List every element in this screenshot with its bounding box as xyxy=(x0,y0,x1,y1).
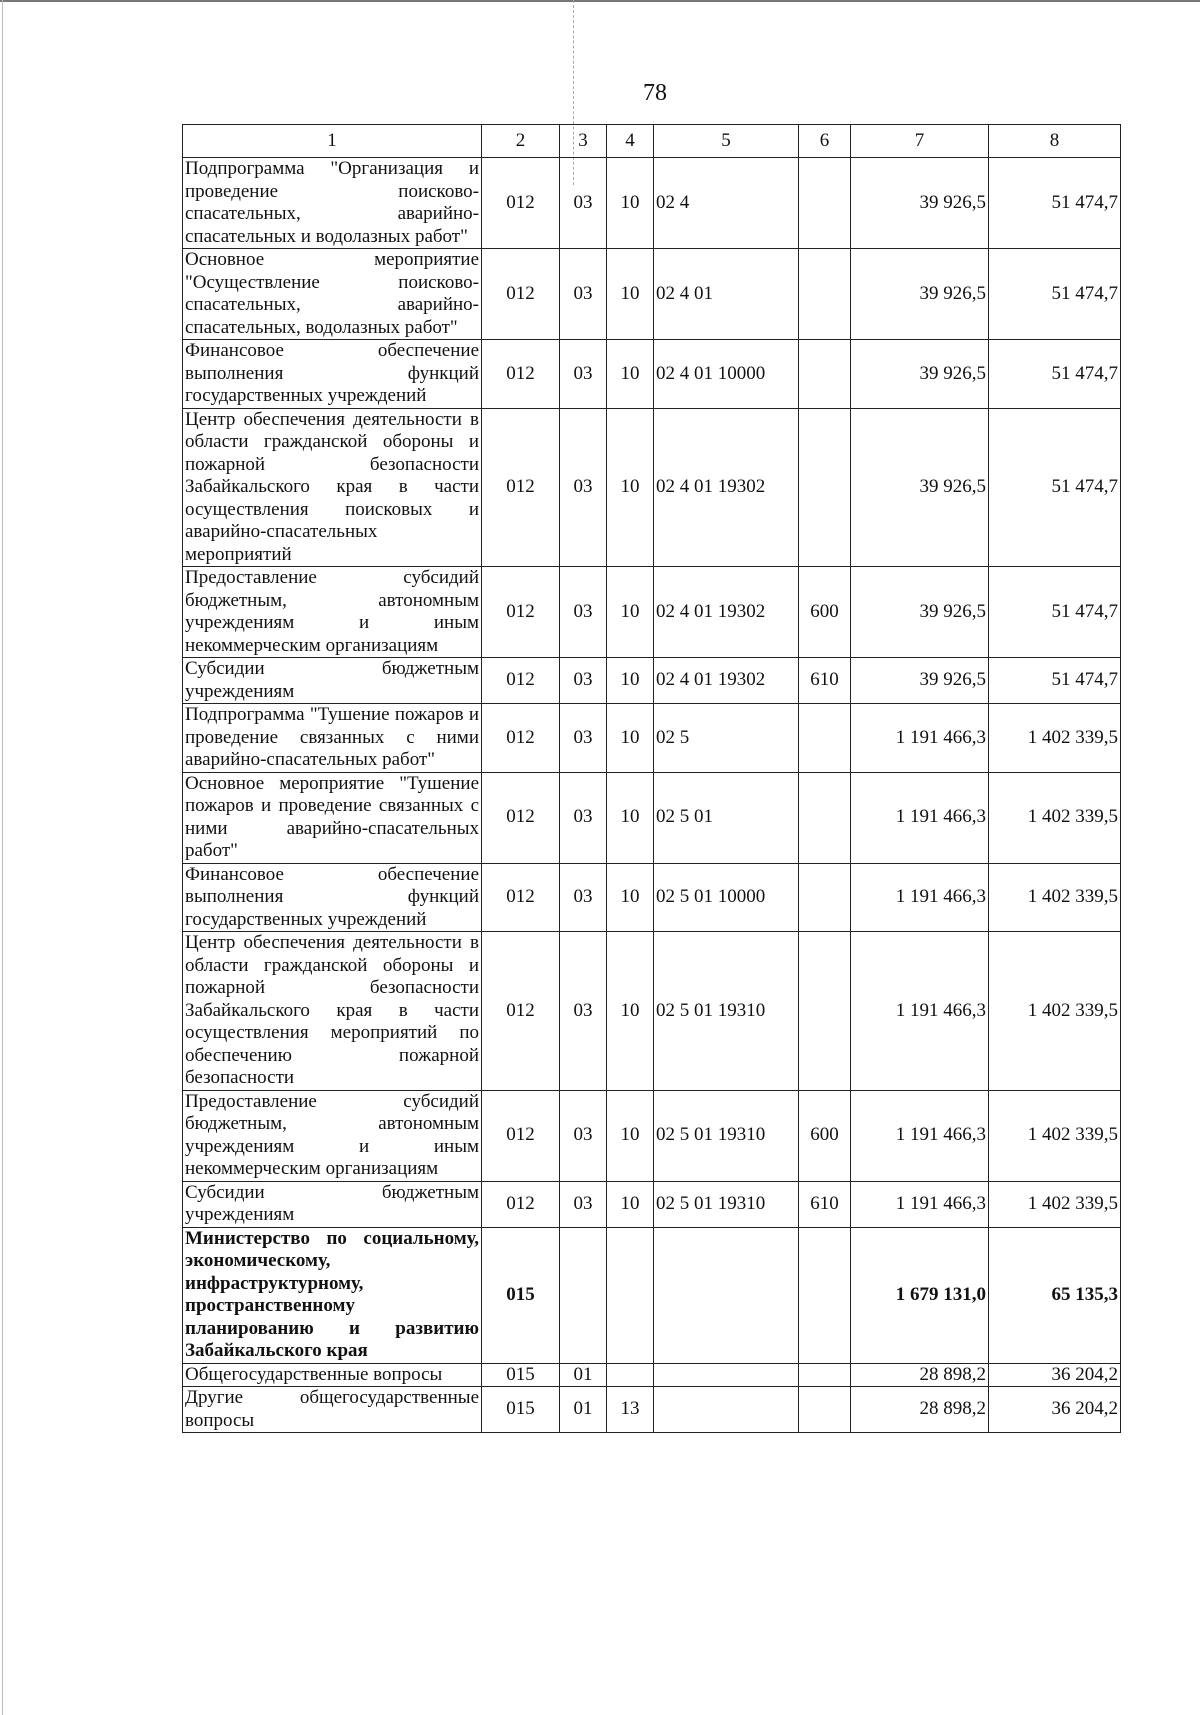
subsection-cell: 10 xyxy=(607,567,654,658)
target-article-cell: 02 5 01 19310 xyxy=(654,1090,799,1181)
amount-cell-col7: 1 191 466,3 xyxy=(851,863,989,932)
column-header: 1 xyxy=(183,125,482,158)
expense-type-cell: 600 xyxy=(799,567,851,658)
target-article-cell: 02 4 xyxy=(654,158,799,249)
subsection-cell: 13 xyxy=(607,1387,654,1433)
target-article-cell: 02 4 01 19302 xyxy=(654,658,799,704)
admin-code-cell: 012 xyxy=(482,1181,560,1227)
amount-cell-col7: 39 926,5 xyxy=(851,158,989,249)
target-article-cell: 02 4 01 10000 xyxy=(654,340,799,409)
amount-cell-col8: 36 204,2 xyxy=(989,1363,1121,1387)
table-row xyxy=(183,1227,1121,1363)
table-row xyxy=(183,863,1121,932)
section-cell: 03 xyxy=(560,158,607,249)
admin-code-cell: 012 xyxy=(482,863,560,932)
column-header: 3 xyxy=(560,125,607,158)
expense-type-cell xyxy=(799,704,851,773)
expense-type-cell xyxy=(799,408,851,567)
subsection-cell xyxy=(607,1363,654,1387)
section-cell: 01 xyxy=(560,1363,607,1387)
amount-cell-col7: 1 191 466,3 xyxy=(851,1181,989,1227)
section-cell: 03 xyxy=(560,1181,607,1227)
table-row xyxy=(183,408,1121,567)
expense-type-cell xyxy=(799,1387,851,1433)
admin-code-cell: 012 xyxy=(482,408,560,567)
section-cell: 01 xyxy=(560,1387,607,1433)
subsection-cell xyxy=(607,1227,654,1363)
amount-cell-col8: 51 474,7 xyxy=(989,408,1121,567)
target-article-cell: 02 4 01 19302 xyxy=(654,408,799,567)
subsection-cell: 10 xyxy=(607,704,654,773)
amount-cell-col7: 39 926,5 xyxy=(851,249,989,340)
admin-code-cell: 012 xyxy=(482,158,560,249)
amount-cell-col8: 51 474,7 xyxy=(989,249,1121,340)
table-row xyxy=(183,1090,1121,1181)
row-name-cell: Финансовое обеспечение выполнения функций государственных учреждений xyxy=(183,340,482,409)
expense-type-cell xyxy=(799,863,851,932)
row-name-cell: Подпрограмма "Организация и проведение поисково-спасательных, аварийно-спасательных и водолазных работ" xyxy=(183,158,482,249)
amount-cell-col7: 1 191 466,3 xyxy=(851,1090,989,1181)
admin-code-cell: 012 xyxy=(482,567,560,658)
admin-code-cell: 015 xyxy=(482,1227,560,1363)
admin-code-cell: 012 xyxy=(482,249,560,340)
section-cell: 03 xyxy=(560,658,607,704)
amount-cell-col8: 1 402 339,5 xyxy=(989,863,1121,932)
amount-cell-col8: 65 135,3 xyxy=(989,1227,1121,1363)
expense-type-cell xyxy=(799,932,851,1091)
amount-cell-col7: 39 926,5 xyxy=(851,340,989,409)
section-cell: 03 xyxy=(560,704,607,773)
expense-type-cell xyxy=(799,1227,851,1363)
target-article-cell: 02 5 01 xyxy=(654,772,799,863)
table-row xyxy=(183,1181,1121,1227)
target-article-cell: 02 4 01 xyxy=(654,249,799,340)
amount-cell-col8: 51 474,7 xyxy=(989,340,1121,409)
section-cell: 03 xyxy=(560,340,607,409)
section-cell: 03 xyxy=(560,863,607,932)
subsection-cell: 10 xyxy=(607,863,654,932)
column-header: 6 xyxy=(799,125,851,158)
table-row xyxy=(183,658,1121,704)
admin-code-cell: 012 xyxy=(482,772,560,863)
amount-cell-col8: 1 402 339,5 xyxy=(989,1090,1121,1181)
expense-type-cell: 610 xyxy=(799,658,851,704)
table-row xyxy=(183,704,1121,773)
scan-left-edge xyxy=(2,0,3,1715)
amount-cell-col8: 51 474,7 xyxy=(989,658,1121,704)
table-row xyxy=(183,158,1121,249)
section-cell: 03 xyxy=(560,932,607,1091)
amount-cell-col7: 28 898,2 xyxy=(851,1363,989,1387)
table-row xyxy=(183,249,1121,340)
expense-type-cell: 600 xyxy=(799,1090,851,1181)
table-row xyxy=(183,932,1121,1091)
scan-top-edge xyxy=(0,0,1200,2)
subsection-cell: 10 xyxy=(607,408,654,567)
target-article-cell: 02 5 01 19310 xyxy=(654,932,799,1091)
section-cell: 03 xyxy=(560,1090,607,1181)
target-article-cell xyxy=(654,1387,799,1433)
row-name-cell: Субсидии бюджетным учреждениям xyxy=(183,1181,482,1227)
table-row xyxy=(183,340,1121,409)
section-cell: 03 xyxy=(560,772,607,863)
table-row xyxy=(183,772,1121,863)
amount-cell-col7: 28 898,2 xyxy=(851,1387,989,1433)
expense-type-cell xyxy=(799,158,851,249)
target-article-cell: 02 5 xyxy=(654,704,799,773)
expense-type-cell xyxy=(799,340,851,409)
section-cell: 03 xyxy=(560,249,607,340)
admin-code-cell: 012 xyxy=(482,932,560,1091)
row-name-cell: Финансовое обеспечение выполнения функций государственных учреждений xyxy=(183,863,482,932)
subsection-cell: 10 xyxy=(607,932,654,1091)
subsection-cell: 10 xyxy=(607,772,654,863)
table-row xyxy=(183,1387,1121,1433)
amount-cell-col8: 1 402 339,5 xyxy=(989,704,1121,773)
row-name-cell: Субсидии бюджетным учреждениям xyxy=(183,658,482,704)
admin-code-cell: 015 xyxy=(482,1387,560,1433)
amount-cell-col7: 1 191 466,3 xyxy=(851,772,989,863)
expense-type-cell xyxy=(799,249,851,340)
row-name-cell: Основное мероприятие "Тушение пожаров и проведение связанных с ними аварийно-спасательных работ" xyxy=(183,772,482,863)
column-header: 4 xyxy=(607,125,654,158)
admin-code-cell: 012 xyxy=(482,704,560,773)
row-name-cell: Министерство по социальному, экономическому, инфраструктурному, пространственному планированию и развитию Забайкальского края xyxy=(183,1227,482,1363)
expense-type-cell xyxy=(799,1363,851,1387)
section-cell: 03 xyxy=(560,567,607,658)
row-name-cell: Предоставление субсидий бюджетным, автономным учреждениям и иным некоммерческим организациям xyxy=(183,567,482,658)
amount-cell-col7: 39 926,5 xyxy=(851,408,989,567)
expense-type-cell xyxy=(799,772,851,863)
row-name-cell: Другие общегосударственные вопросы xyxy=(183,1387,482,1433)
admin-code-cell: 012 xyxy=(482,340,560,409)
table-header-row xyxy=(183,125,1121,158)
row-name-cell: Центр обеспечения деятельности в области гражданской обороны и пожарной безопасности Забайкальского края в части осуществления поисковых и аварийно-спасательных мероприятий xyxy=(183,408,482,567)
section-cell: 03 xyxy=(560,408,607,567)
table-row xyxy=(183,1363,1121,1387)
column-header: 8 xyxy=(989,125,1121,158)
expense-type-cell: 610 xyxy=(799,1181,851,1227)
amount-cell-col8: 51 474,7 xyxy=(989,567,1121,658)
section-cell xyxy=(560,1227,607,1363)
amount-cell-col7: 1 679 131,0 xyxy=(851,1227,989,1363)
table-row xyxy=(183,567,1121,658)
admin-code-cell: 015 xyxy=(482,1363,560,1387)
target-article-cell: 02 5 01 10000 xyxy=(654,863,799,932)
row-name-cell: Подпрограмма "Тушение пожаров и проведение связанных с ними аварийно-спасательных работ" xyxy=(183,704,482,773)
admin-code-cell: 012 xyxy=(482,1090,560,1181)
target-article-cell: 02 4 01 19302 xyxy=(654,567,799,658)
target-article-cell: 02 5 01 19310 xyxy=(654,1181,799,1227)
amount-cell-col8: 1 402 339,5 xyxy=(989,932,1121,1091)
subsection-cell: 10 xyxy=(607,249,654,340)
target-article-cell xyxy=(654,1227,799,1363)
amount-cell-col7: 39 926,5 xyxy=(851,567,989,658)
amount-cell-col8: 1 402 339,5 xyxy=(989,772,1121,863)
amount-cell-col7: 1 191 466,3 xyxy=(851,932,989,1091)
amount-cell-col8: 1 402 339,5 xyxy=(989,1181,1121,1227)
target-article-cell xyxy=(654,1363,799,1387)
amount-cell-col8: 51 474,7 xyxy=(989,158,1121,249)
amount-cell-col7: 39 926,5 xyxy=(851,658,989,704)
subsection-cell: 10 xyxy=(607,158,654,249)
page-number: 78 xyxy=(643,80,667,106)
subsection-cell: 10 xyxy=(607,1181,654,1227)
subsection-cell: 10 xyxy=(607,1090,654,1181)
subsection-cell: 10 xyxy=(607,658,654,704)
row-name-cell: Предоставление субсидий бюджетным, автономным учреждениям и иным некоммерческим организациям xyxy=(183,1090,482,1181)
amount-cell-col8: 36 204,2 xyxy=(989,1387,1121,1433)
column-header: 2 xyxy=(482,125,560,158)
amount-cell-col7: 1 191 466,3 xyxy=(851,704,989,773)
column-header: 7 xyxy=(851,125,989,158)
admin-code-cell: 012 xyxy=(482,658,560,704)
row-name-cell: Центр обеспечения деятельности в области гражданской обороны и пожарной безопасности Забайкальского края в части осуществления мероприятий по обеспечению пожарной безопасности xyxy=(183,932,482,1091)
row-name-cell: Общегосударственные вопросы xyxy=(183,1363,482,1387)
column-header: 5 xyxy=(654,125,799,158)
subsection-cell: 10 xyxy=(607,340,654,409)
budget-table xyxy=(182,124,1121,1433)
row-name-cell: Основное мероприятие "Осуществление поисково-спасательных, аварийно-спасательных, водолазных работ" xyxy=(183,249,482,340)
